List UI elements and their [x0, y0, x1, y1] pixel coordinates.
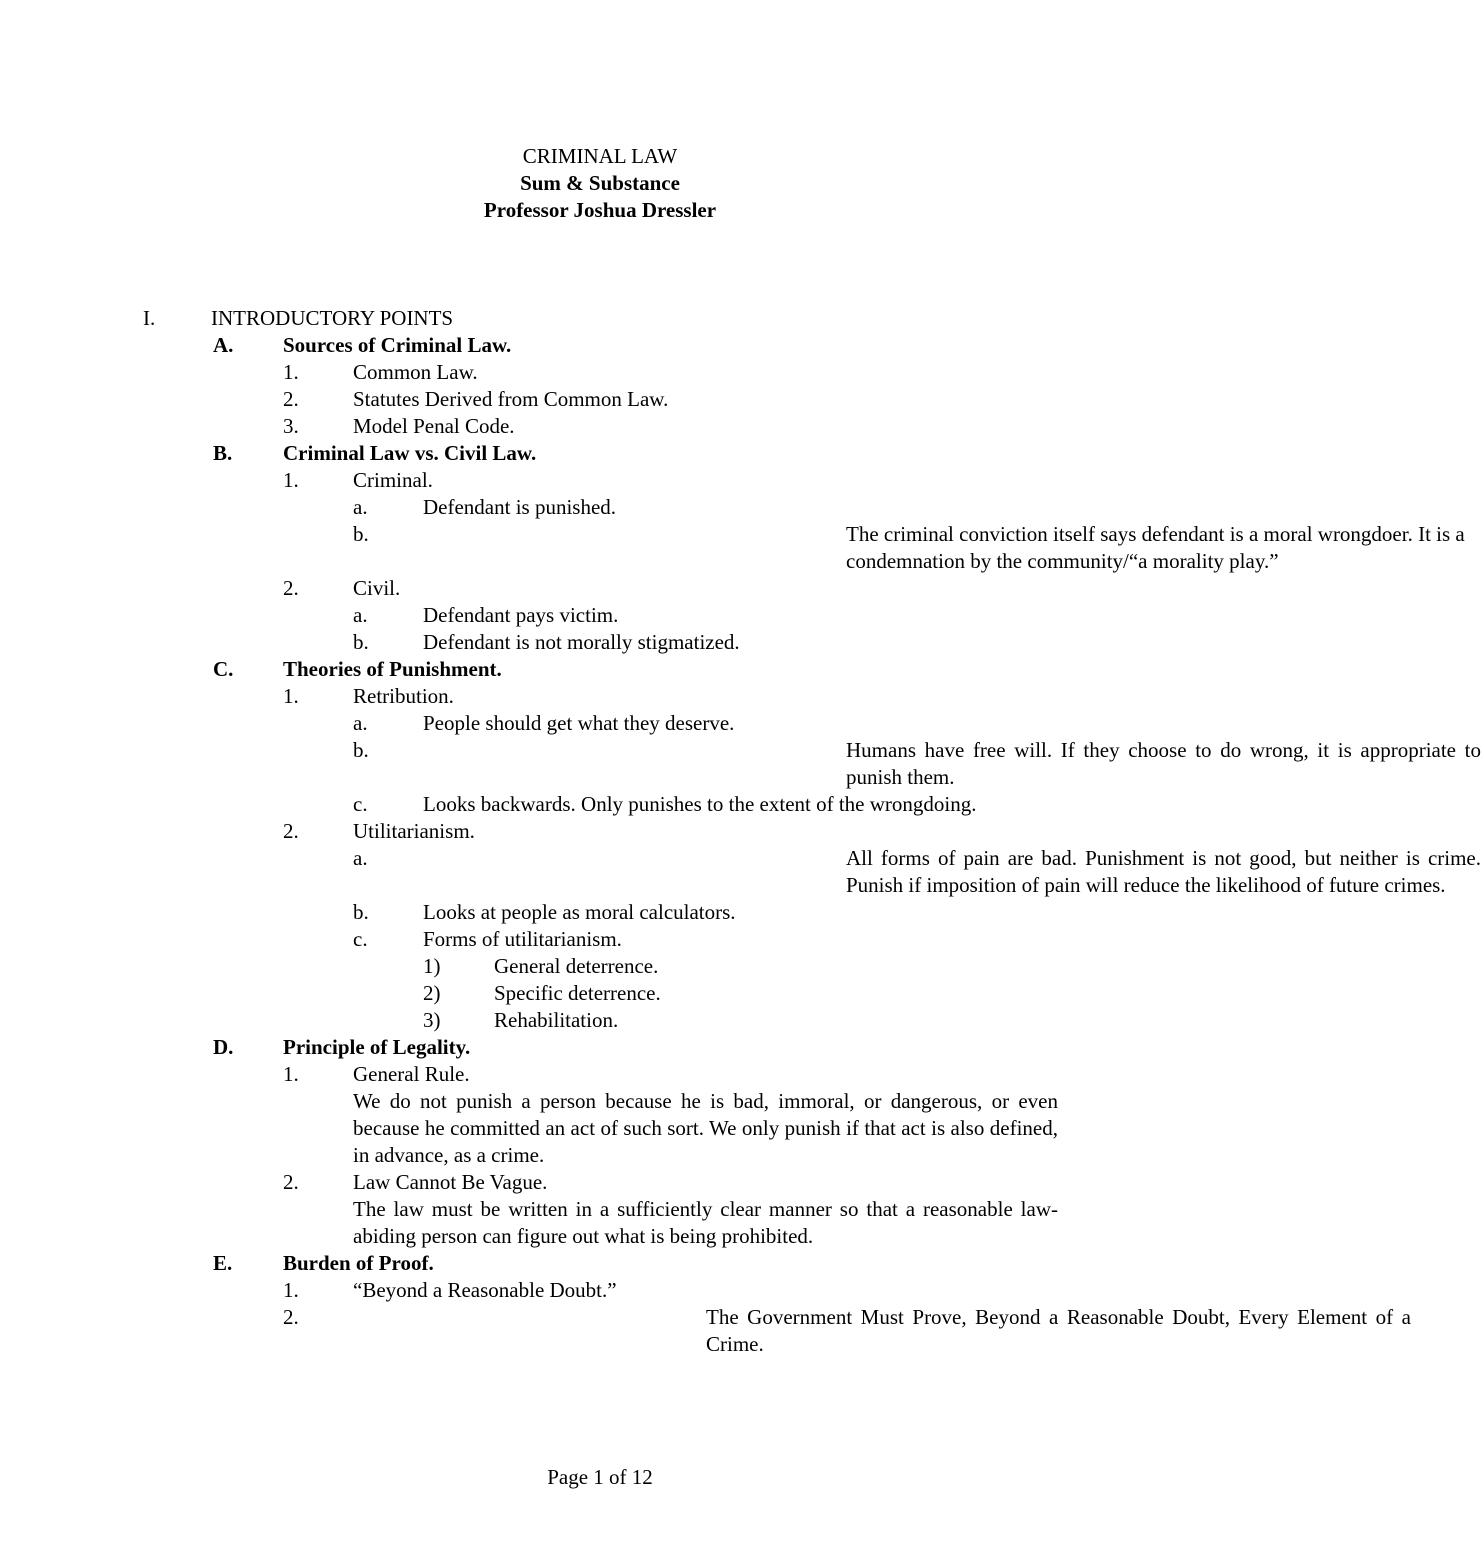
item-text: Defendant is not morally stigmatized.	[423, 630, 740, 654]
subsection-marker: B.	[213, 441, 233, 465]
subsection-title: Sources of Criminal Law.	[283, 333, 512, 357]
subsection-heading-d	[0, 1034, 1200, 1061]
subsection-title: Burden of Proof.	[283, 1251, 434, 1275]
list-item	[0, 386, 1200, 413]
item-text: The criminal conviction itself says defendant is a moral wrongdoer. It is a condemnation by the community/“a morality play.”	[846, 522, 1465, 573]
item-marker: a.	[353, 846, 368, 870]
item-text: Retribution.	[353, 684, 454, 708]
item-marker: c.	[353, 927, 368, 951]
list-item	[0, 494, 1200, 521]
item-marker: 2.	[283, 576, 299, 600]
item-text: Specific deterrence.	[494, 981, 661, 1005]
list-item	[0, 1169, 1200, 1196]
list-item	[0, 1061, 1200, 1088]
list-item	[0, 1007, 1200, 1034]
item-text: The Government Must Prove, Beyond a Reasonable Doubt, Every Element of a Crime.	[706, 1305, 1411, 1356]
item-text: Common Law.	[353, 360, 478, 384]
list-item	[0, 575, 1200, 602]
item-text: Humans have free will. If they choose to do wrong, it is appropriate to punish them.	[846, 738, 1481, 789]
list-item	[0, 710, 1200, 737]
item-text: Law Cannot Be Vague.	[353, 1170, 548, 1194]
list-item	[0, 521, 1465, 575]
item-text: Utilitarianism.	[353, 819, 475, 843]
item-marker: b.	[353, 900, 369, 924]
subsection-marker: E.	[213, 1251, 233, 1275]
item-marker: 1.	[283, 1062, 299, 1086]
list-item	[0, 899, 1200, 926]
item-text: Defendant is punished.	[423, 495, 617, 519]
list-item	[0, 683, 1200, 710]
subsection-heading-c	[0, 656, 1200, 683]
list-item	[0, 953, 1200, 980]
list-item	[0, 629, 1200, 656]
subsection-marker: D.	[213, 1035, 234, 1059]
item-marker: 1.	[283, 468, 299, 492]
list-item	[0, 980, 1200, 1007]
item-text: Model Penal Code.	[353, 414, 515, 438]
list-item	[0, 359, 1200, 386]
list-item	[0, 791, 1200, 818]
section-marker: I.	[143, 306, 156, 330]
subsection-heading-a	[0, 332, 1200, 359]
item-text: Rehabilitation.	[494, 1008, 619, 1032]
item-marker: 2.	[283, 1305, 299, 1329]
item-marker: 2.	[283, 819, 299, 843]
subsection-heading-e	[0, 1250, 1200, 1277]
subsection-title: Criminal Law vs. Civil Law.	[283, 441, 537, 465]
document-subtitle: Sum & Substance	[520, 171, 680, 195]
subsection-title: Principle of Legality.	[283, 1035, 471, 1059]
subsection-heading-b	[0, 440, 1200, 467]
list-item	[0, 926, 1200, 953]
list-item	[0, 1277, 1200, 1304]
item-marker: 3)	[423, 1008, 441, 1032]
item-marker: 2.	[283, 1170, 299, 1194]
item-marker: 3.	[283, 414, 299, 438]
title-block	[0, 143, 1200, 224]
list-item	[0, 737, 1481, 791]
subsection-marker: C.	[213, 657, 234, 681]
subsection-marker: A.	[213, 333, 234, 357]
list-item	[0, 602, 1200, 629]
item-marker: 1.	[283, 684, 299, 708]
list-item	[0, 1304, 1411, 1358]
item-text: General Rule.	[353, 1062, 470, 1086]
item-marker: 2)	[423, 981, 441, 1005]
item-text: Criminal.	[353, 468, 433, 492]
item-marker: a.	[353, 711, 368, 735]
page-number: Page 1 of 12	[547, 1465, 653, 1489]
item-text: Statutes Derived from Common Law.	[353, 387, 669, 411]
subsection-title: Theories of Punishment.	[283, 657, 502, 681]
item-marker: b.	[353, 738, 369, 762]
item-marker: b.	[353, 522, 369, 546]
list-item	[0, 845, 1481, 899]
item-marker: 1.	[283, 1278, 299, 1302]
list-item	[0, 413, 1200, 440]
item-marker: 2.	[283, 387, 299, 411]
paragraph-text: We do not punish a person because he is bad, immoral, or dangerous, or even because he committed an act of such sort. We only punish if that act is also defined, in advance, as a crime.	[353, 1089, 1058, 1167]
item-marker: 1)	[423, 954, 441, 978]
item-text: Forms of utilitarianism.	[423, 927, 622, 951]
item-text: Looks at people as moral calculators.	[423, 900, 736, 924]
item-text: “Beyond a Reasonable Doubt.”	[353, 1278, 617, 1302]
document-author: Professor Joshua Dressler	[483, 198, 717, 222]
item-text: Civil.	[353, 576, 401, 600]
list-item	[0, 467, 1200, 494]
section-title: INTRODUCTORY POINTS	[211, 306, 454, 330]
section-heading	[0, 305, 1200, 332]
item-text: People should get what they deserve.	[423, 711, 735, 735]
paragraph-text: The law must be written in a sufficiently clear manner so that a reasonable law-abiding person can figure out what is being prohibited.	[353, 1197, 1058, 1248]
item-marker: c.	[353, 792, 368, 816]
item-marker: a.	[353, 495, 368, 519]
item-marker: 1.	[283, 360, 299, 384]
document-title: CRIMINAL LAW	[522, 144, 678, 168]
paragraph	[0, 1088, 1200, 1169]
item-marker: b.	[353, 630, 369, 654]
item-text: All forms of pain are bad. Punishment is not good, but neither is crime. Punish if imposition of pain will reduce the likelihood of future crimes.	[846, 846, 1481, 897]
list-item	[0, 818, 1200, 845]
item-text: Defendant pays victim.	[423, 603, 619, 627]
paragraph	[0, 1196, 1200, 1250]
item-text: General deterrence.	[494, 954, 659, 978]
item-text: Looks backwards. Only punishes to the extent of the wrongdoing.	[423, 792, 977, 816]
outline	[0, 305, 1481, 1358]
item-marker: a.	[353, 603, 368, 627]
